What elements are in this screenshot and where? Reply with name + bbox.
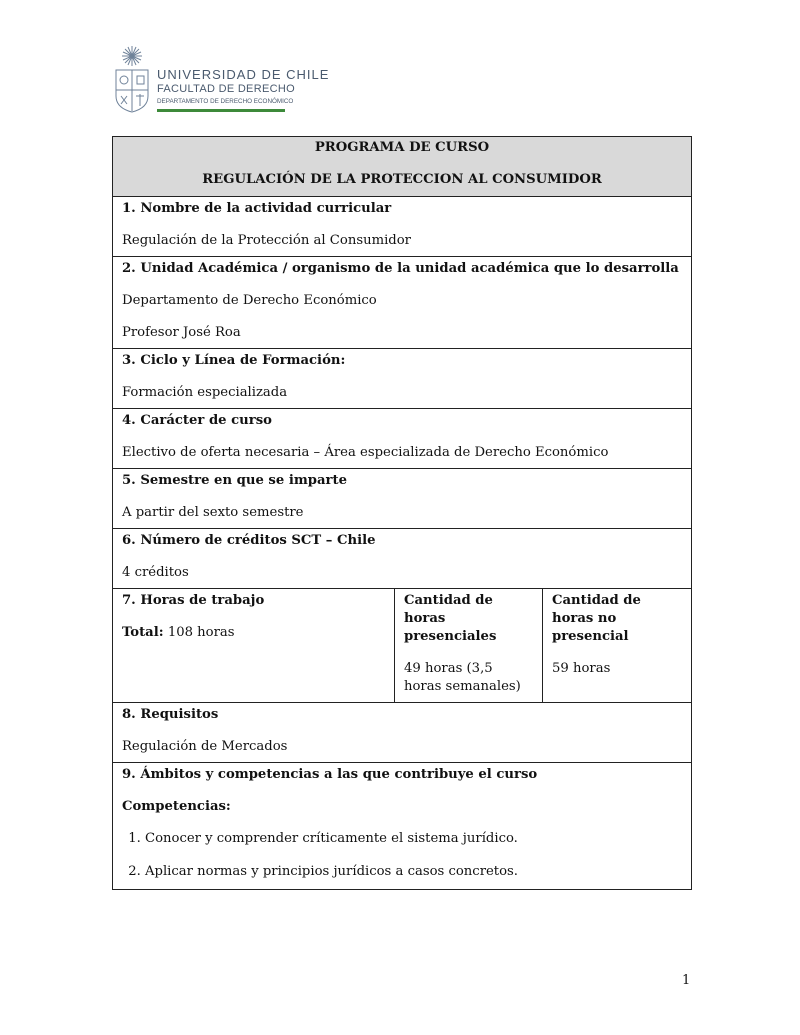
section-5-row	[113, 469, 692, 529]
section-3-value: Formación especializada	[122, 385, 288, 400]
presencial-cell	[395, 589, 543, 703]
section-5-value: A partir del sexto semestre	[122, 505, 304, 520]
section-4-value: Electivo de oferta necesaria – Área especializada de Derecho Económico	[122, 445, 609, 460]
section-8-value: Regulación de Mercados	[122, 739, 288, 754]
total-value: 108 horas	[167, 625, 235, 640]
section-1-row	[113, 197, 692, 257]
competencias-heading: Competencias:	[122, 799, 231, 814]
page-number: 1	[682, 973, 691, 988]
section-6-value: 4 créditos	[122, 565, 189, 580]
section-2-cell	[113, 257, 692, 349]
section-7-row	[113, 589, 692, 703]
section-8-heading: 8. Requisitos	[122, 707, 219, 722]
list-item: 2. Aplicar normas y principios jurídicos a casos concretos.	[145, 863, 682, 881]
section-4-cell	[113, 409, 692, 469]
section-2-value: Departamento de Derecho Económico	[122, 293, 377, 308]
section-3-cell	[113, 349, 692, 409]
university-logo	[112, 44, 330, 116]
department-name: DEPARTAMENTO DE DERECHO ECONÓMICO	[157, 98, 294, 105]
course-program-table	[112, 136, 692, 890]
section-9-cell	[113, 763, 692, 890]
presencial-value: 49 horas (3,5 horas semanales)	[404, 661, 521, 694]
list-item: 1. Conocer y comprender críticamente el sistema jurídico.	[145, 830, 682, 848]
section-6-cell	[113, 529, 692, 589]
section-4-row	[113, 409, 692, 469]
section-3-row	[113, 349, 692, 409]
header-green-rule	[157, 109, 285, 112]
section-8-row	[113, 703, 692, 763]
section-5-cell	[113, 469, 692, 529]
total-label: Total:	[122, 625, 164, 640]
no-presencial-value: 59 horas	[552, 661, 611, 676]
no-presencial-heading: Cantidad de horas no presencial	[552, 593, 641, 644]
section-4-heading: 4. Carácter de curso	[122, 413, 272, 428]
university-name: UNIVERSIDAD DE CHILE	[157, 67, 330, 82]
section-2-row	[113, 257, 692, 349]
section-3-heading: 3. Ciclo y Línea de Formación:	[122, 353, 346, 368]
faculty-name: FACULTAD DE DERECHO	[157, 83, 295, 95]
section-1-value: Regulación de la Protección al Consumidor	[122, 233, 411, 248]
title-row	[113, 137, 692, 197]
section-7-heading: 7. Horas de trabajo	[122, 593, 265, 608]
competencias-list	[122, 830, 682, 881]
title-cell	[113, 137, 692, 197]
no-presencial-cell	[543, 589, 692, 703]
program-title: PROGRAMA DE CURSO	[314, 140, 490, 155]
section-9-heading: 9. Ámbitos y competencias a las que contribuye el curso	[122, 767, 538, 782]
section-1-heading: 1. Nombre de la actividad curricular	[122, 201, 392, 216]
university-seal-icon	[112, 44, 152, 114]
section-5-heading: 5. Semestre en que se imparte	[122, 473, 347, 488]
course-title: REGULACIÓN DE LA PROTECCION AL CONSUMIDOR	[202, 172, 602, 187]
presencial-heading: Cantidad de horas presenciales	[404, 593, 497, 644]
section-8-cell	[113, 703, 692, 763]
section-7-total	[122, 624, 385, 642]
section-2-heading: 2. Unidad Académica / organismo de la unidad académica que lo desarrolla	[122, 261, 679, 276]
section-7-cell	[113, 589, 395, 703]
section-2-professor: Profesor José Roa	[122, 325, 241, 340]
section-9-row	[113, 763, 692, 890]
section-1-cell	[113, 197, 692, 257]
section-6-row	[113, 529, 692, 589]
section-6-heading: 6. Número de créditos SCT – Chile	[122, 533, 376, 548]
